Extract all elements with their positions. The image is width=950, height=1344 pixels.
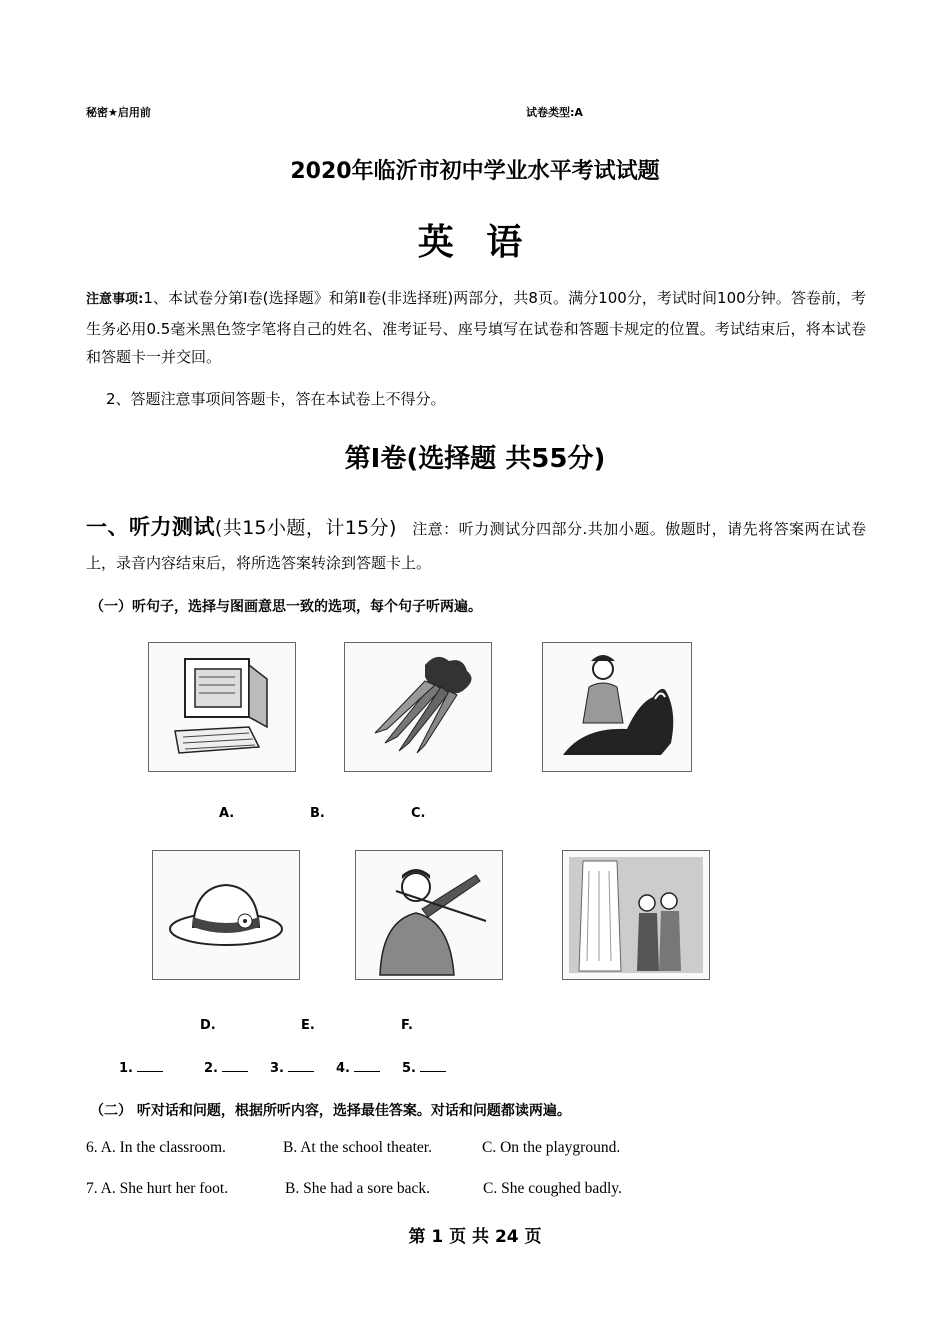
notice-item-1: 1、本试卷分第Ⅰ卷(选择题》和第Ⅱ卷(非选择班)两部分，共8页。满分100分，考试时间100分钟。答卷前，考生务必用0.5毫米黑色签字笔将自己的姓名、准考证号、座号填写在试卷和答题卡规定的位置。考试结束后，将本试卷和答题卡一并交回。 — [86, 289, 866, 366]
computer-icon — [149, 643, 295, 771]
picture-letter-d: D. — [200, 1018, 216, 1033]
part1-title: 第Ⅰ卷(选择题 共55分) — [344, 444, 606, 474]
page-footer: 第 1 页 共 24 页 — [408, 1227, 542, 1247]
notice-item-2: 2、答题注意事项间答题卡，答在本试卷上不得分。 — [106, 390, 446, 408]
picture-carrots — [344, 642, 492, 772]
waterfall-icon — [563, 851, 709, 979]
answer-blank-3[interactable]: 3. — [270, 1059, 314, 1076]
picture-letter-b: B. — [310, 806, 325, 821]
question-7-option-c: C. She coughed badly. — [483, 1180, 622, 1197]
picture-waterfall — [562, 850, 710, 980]
question-7-number-option-a: 7. A. She hurt her foot. — [86, 1180, 229, 1197]
answer-blank-1[interactable]: 1. — [119, 1059, 163, 1076]
question-6-number-option-a: 6. A. In the classroom. — [86, 1139, 226, 1156]
section1-count: (共15小题，计15分) — [214, 517, 397, 539]
answer-blank-2[interactable]: 2. — [204, 1059, 248, 1076]
section1-note: 注意：听力测试分四部分.共加小题。傲题时，请先将答案两在试卷上，录音内容结束后，将所选答案转涂到答题卡上。 — [86, 520, 866, 572]
carrots-icon — [345, 643, 491, 771]
section1-paragraph — [86, 510, 866, 580]
horse-rider-icon — [543, 643, 691, 771]
picture-letter-a: A. — [219, 806, 235, 821]
picture-computer — [148, 642, 296, 772]
confidential-label: 秘密★启用前 — [86, 106, 151, 119]
notice-paragraph — [86, 284, 866, 372]
subsection1-title: （一）听句子，选择与图画意思一致的选项，每个句子听两遍。 — [90, 599, 482, 615]
picture-letter-f: F. — [401, 1018, 413, 1033]
picture-hat — [152, 850, 300, 980]
picture-violin-player — [355, 850, 503, 980]
exam-title: 2020年临沂市初中学业水平考试试题 — [290, 159, 660, 184]
hat-icon — [153, 851, 299, 979]
picture-letter-c: C. — [411, 806, 426, 821]
violin-player-icon — [356, 851, 502, 979]
answer-blank-4[interactable]: 4. — [336, 1059, 380, 1076]
subject-title: 英 语 — [417, 222, 533, 263]
question-7-option-b: B. She had a sore back. — [285, 1180, 431, 1197]
answer-blank-5[interactable]: 5. — [402, 1059, 446, 1076]
picture-horse-rider — [542, 642, 692, 772]
question-6-option-b: B. At the school theater. — [283, 1139, 432, 1156]
picture-letter-e: E. — [301, 1018, 315, 1033]
subsection2-title: （二） 听对话和问题，根据所听内容，选择最佳答案。对话和问题都读两遍。 — [90, 1103, 571, 1119]
question-6-option-c: C. On the playground. — [482, 1139, 621, 1156]
paper-type-label: 试卷类型:A — [526, 106, 583, 119]
section1-heading: 一、听力测试 — [86, 515, 215, 539]
notice-label: 注意事项: — [86, 292, 144, 307]
